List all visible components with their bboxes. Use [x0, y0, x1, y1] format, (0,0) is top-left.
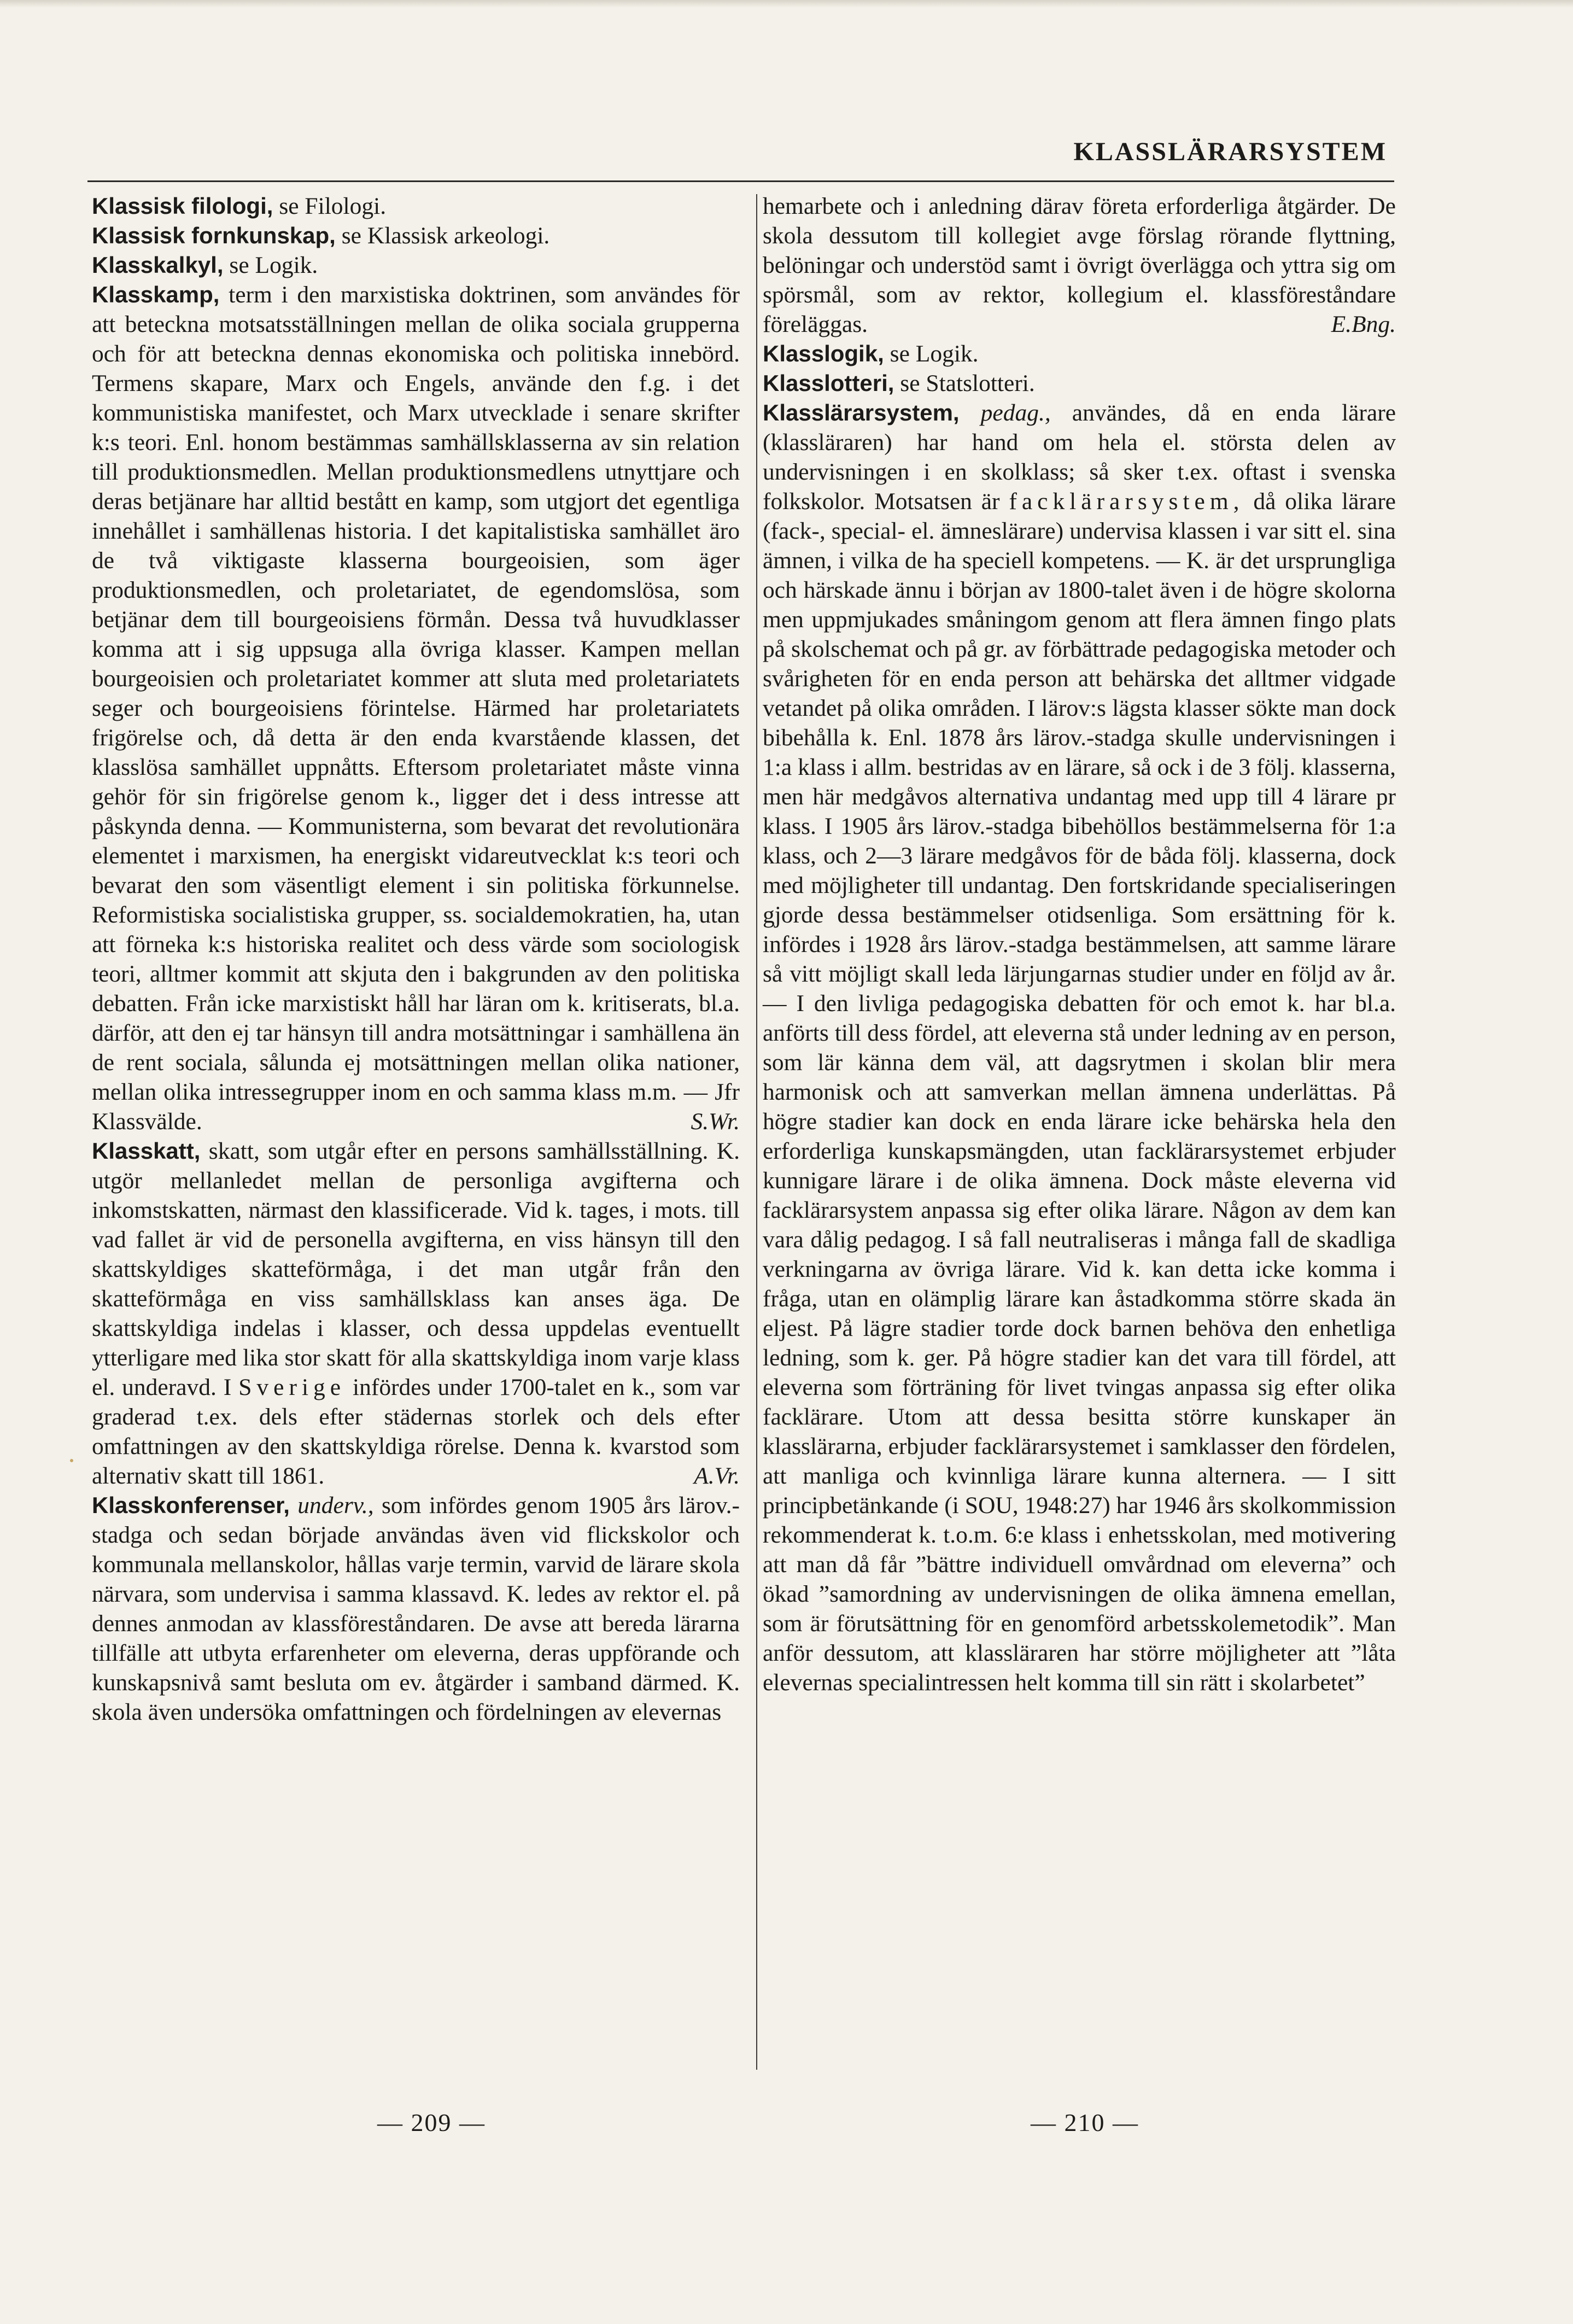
- entry-signature: A.Vr.: [694, 1463, 740, 1489]
- entry-text: hemarbete och i anledning därav företa erforderliga åtgärder. De skola dessutom till kollegiet avge förslag rörande flyttning, belöningar och understöd samt i övrigt överlägga och yttra sig om spörsmål, som av rektor, kollegium el. klassföreståndare föreläggas.: [763, 193, 1396, 337]
- entry-text: skatt, som utgår efter en persons samhällsställning. K. utgör mellanledet mellan de personliga avgifterna och inkomstskatten, närmast den klassificerade. Vid k. tages, i mots. till vad fallet är vid de personella avgifterna, en viss hänsyn till den skattskyldiges skatteförmåga, i det man utgår från den skatteförmåga en viss samhällsklass kan anses äga. De skattskyldiga indelas i klasser, och dessa uppdelas eventuellt ytterligare med lika stor skatt för alla skattskyldiga inom varje klass el. underavd. I: [92, 1138, 740, 1400]
- entry-subject-tag: underv.,: [289, 1492, 374, 1519]
- left-column: [92, 191, 740, 1727]
- right-column-entry: [763, 191, 1396, 339]
- scan-speck: [70, 1459, 73, 1462]
- entry-headword: Klasskalkyl,: [92, 252, 224, 278]
- column-divider: [756, 194, 757, 2070]
- right-column-entry: [763, 339, 1396, 369]
- entry-headword: Klasslotteri,: [763, 370, 894, 396]
- entry-signature: S.Wr.: [691, 1108, 740, 1135]
- entry-headword: Klasslärarsystem,: [763, 400, 960, 425]
- running-head: KLASSLÄRARSYSTEM: [1073, 137, 1387, 166]
- right-column: [763, 191, 1396, 1697]
- entry-text: se Klassisk arkeologi.: [335, 223, 550, 249]
- entry-text: användes, då en enda lärare (klassläraren) har hand om hela el. största delen av undervisningen i en skolklass; så sker t.ex. oftast i svenska folkskolor. Motsatsen är: [763, 400, 1396, 515]
- left-column-entry: [92, 280, 740, 1136]
- left-column-entry: [92, 221, 740, 250]
- right-column-entry: [763, 369, 1396, 398]
- entry-text: se Statslotteri.: [894, 370, 1035, 396]
- entry-subject-tag: pedag.,: [959, 400, 1051, 426]
- right-column-entry: [763, 398, 1396, 1697]
- entry-text: som infördes genom 1905 års lärov.-stadga och sedan började användas även vid flickskolor och kommunala mellanskolor, hållas varje termin, varvid de lärare skola närvara, som undervisa i samma klassavd. K. ledes av rektor el. på dennes anmodan av klassföreståndaren. De avse att bereda lärarna tillfälle att utbyta erfarenheter om eleverna, deras uppförande och kunskapsnivå samt besluta om ev. åtgärder i samband därmed. K. skola även undersöka omfattningen och fördelningen av elevernas: [92, 1492, 740, 1725]
- entry-text-continued: då olika lärare (fack-, special- el. ämneslärare) undervisa klassen i var sitt el. sina ämnen, i vilka de ha speciell kompetens. — K. är det ursprungliga och härskade ännu i början av 1800-talet även i de högre skolorna men uppmjukades småningom genom att flera ämnen fingo plats på skolschemat och på gr. av förbättrade pedagogiska metoder och svårigheten för en enda person att behärska det alltmer vidgade vetandet på olika områden. I lärov:s lägsta klasser sökte man dock bibehålla k. Enl. 1878 års lärov.-stadga skulle undervisningen i 1:a klass i allm. bestridas av en lärare, så ock i de 3 följ. klasserna, men här medgåvos alternativa undantag med upp till 4 lärare pr klass. I 1905 års lärov.-stadga bibehöllos bestämmelserna för 1:a klass, och 2—3 lärare medgåvos för de båda följ. klasserna, dock med möjligheter till undantag. Den fortskridande specialiseringen gjorde dessa bestämmelser otidsenliga. Som ersättning för k. infördes i 1928 års lärov.-stadga bestämmelsen, att samme lärare så vitt möjligt skall leda lärjungarnas studier under en följd av år. — I den livliga pedagogiska debatten för och emot k. har bl.a. anförts till dess fördel, att eleverna stå under ledning av en person, som lär känna dem väl, att dagsrytmen i skolan blir mera harmonisk och att samverkan mellan ämnena underlättas. På högre stadier kan dock en enda lärare icke behärska hela den erforderliga kunskapsmängden, utan facklärarsystemet erbjuder kunnigare lärare i de olika ämnena. Dock måste eleverna vid facklärarsystem anpassa sig efter olika lärare. Någon av dem kan vara dålig pedagog. I så fall neutraliseras i många fall de skadliga verkningarna av övriga lärare. Vid k. kan detta icke komma i fråga, utan en olämplig lärare kan åstadkomma större skada än eljest. På lägre stadier torde dock barnen behöva den enhetliga ledning, som k. ger. På högre stadier kan det vara till fördel, att eleverna som förträning för livet tvingas anpassa sig efter olika facklärare. Utom att dessa besitta större kunskaper än klasslärarna, erbjuder facklärarsystemet i samklasser den fördelen, att manliga och kvinnliga lärare kunna alternera. — I sitt principbetänkande (i SOU, 1948:27) har 1946 års skolkommission rekommenderat k. t.o.m. 6:e klass i enhetsskolan, med motivering att man då får ”bättre individuell omvårdnad om eleverna” och ökad ”samordning av undervisningen de olika ämnena emellan, som är förutsättning för en genomförd arbetsskolemetodik”. Man anför dessutom, att klassläraren har större möjligheter att ”låta elevernas specialintressen helt komma till sin rätt i skolarbetet”: [763, 488, 1396, 1696]
- entry-headword: Klasskatt,: [92, 1138, 201, 1164]
- entry-headword: Klasslogik,: [763, 341, 884, 366]
- entry-headword: Klassisk fornkunskap,: [92, 223, 336, 248]
- left-column-entry: [92, 191, 740, 221]
- entry-text: term i den marxistiska doktrinen, som användes för att beteckna motsatsställningen mellan de olika sociala grupperna och för att beteckna dennas ekonomiska och politiska innebörd. Termens skapare, Marx och Engels, använde den f.g. i det kommunistiska manifestet, och Marx utvecklade i senare skrifter k:s teori. Enl. honom bestämmas samhällsklasserna av sin relation till produktionsmedlen. Mellan produktionsmedlens utnyttjare och deras betjänare har alltid bestått en kamp, som utgjort det egentliga innehållet i samhällenas historia. I det kapitalistiska samhället äro de två viktigaste klasserna bourgeoisien, som äger produktionsmedlen, och proletariatet, de egendomslösa, som betjänar dem till bourgeoisiens förmån. Dessa två huvudklasser komma att i sig uppsuga alla övriga klasser. Kampen mellan bourgeoisien och proletariatet kommer att sluta med proletariatets seger och bourgeoisiens förintelse. Härmed har proletariatets frigörelse och, då detta är den enda kvarstående klassen, det klasslösa samhället uppnåtts. Eftersom proletariatet måste vinna gehör för sin frigörelse genom k., ligger det i dess intresse att påskynda denna. — Kommunisterna, som bevarat det revolutionära elementet i marxismen, ha energiskt vidareutvecklat k:s teori och bevarat den som väsentligt element i sin politiska förkunnelse. Reformistiska socialistiska grupper, ss. socialdemokratien, ha, utan att förneka k:s historiska realitet och dess värde som sociologisk teori, alltmer kommit att skjuta den i bakgrunden av den politiska debatten. Från icke marxistiskt håll har läran om k. kritiserats, bl.a. därför, att den ej tar hänsyn till andra motsättningar i samhällena än de rent sociala, sålunda ej motsättningen mellan olika nationer, mellan olika intressegrupper inom en och samma klass m.m. — Jfr Klassvälde.: [92, 282, 740, 1135]
- left-column-entry: [92, 1491, 740, 1727]
- header-rule: [87, 180, 1394, 182]
- entry-spaced-term: facklärarsystem,: [1009, 488, 1244, 515]
- left-column-entry: [92, 1136, 740, 1491]
- entry-text: se Logik.: [223, 252, 318, 278]
- page-number-right: — 210 —: [1031, 2109, 1139, 2136]
- entry-headword: Klasskonferenser,: [92, 1492, 290, 1518]
- entry-signature: E.Bng.: [1331, 311, 1396, 337]
- left-column-entry: [92, 250, 740, 280]
- entry-text: se Logik.: [884, 341, 979, 367]
- scan-edge: [0, 0, 1573, 8]
- entry-spaced-term: Sverige: [238, 1374, 346, 1400]
- page-number-left: — 209 —: [377, 2109, 486, 2136]
- entry-headword: Klassisk filologi,: [92, 193, 273, 219]
- entry-headword: Klasskamp,: [92, 282, 220, 307]
- entry-text: se Filologi.: [273, 193, 387, 219]
- entry-text-continued: infördes under 1700-talet en k., som var graderad t.ex. dels efter städernas storlek och dels efter omfattningen av den skattskyldiga rörelse. Denna k. kvarstod som alternativ skatt till 1861.: [92, 1374, 740, 1489]
